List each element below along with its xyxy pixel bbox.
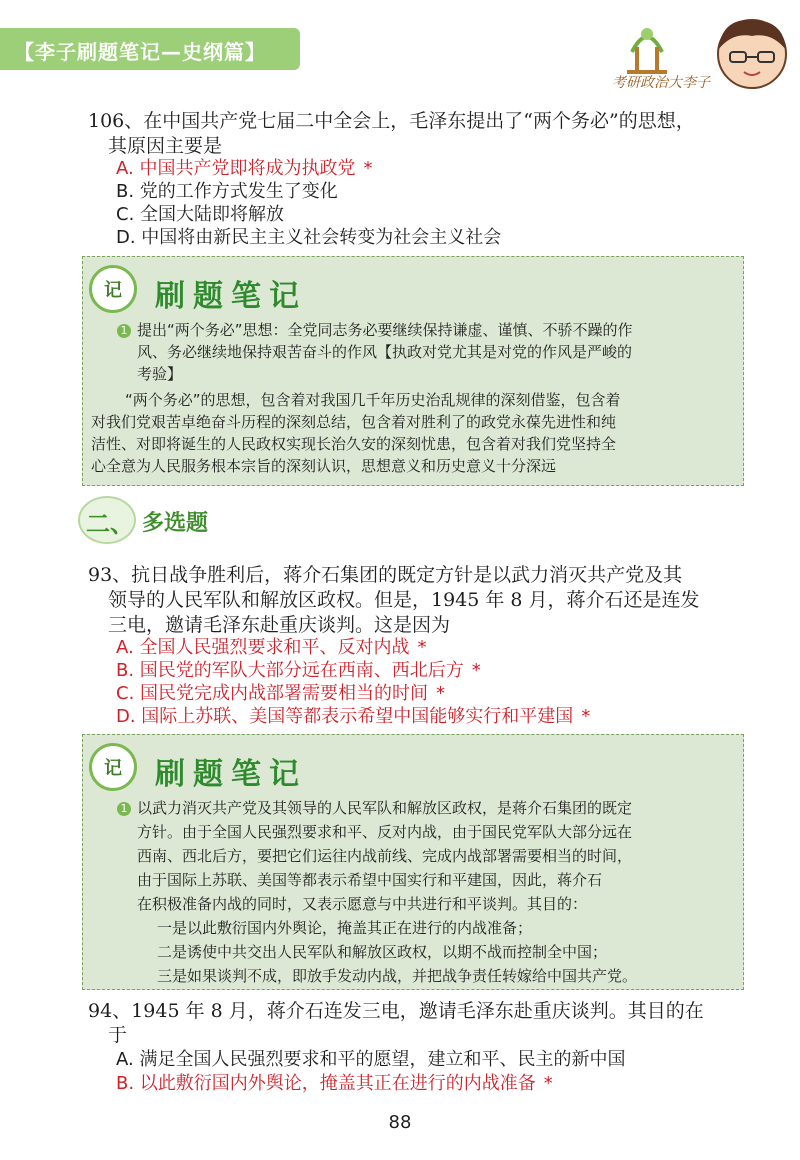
note1-line-1: 1 提出“两个务必”思想：全党同志务必要继续保持谦虚、谨慎、不骄不躁的作: [117, 319, 633, 341]
question-106-line1: 106、在中国共产党七届二中全会上，毛泽东提出了“两个务必”的思想，: [88, 110, 695, 132]
note1-line-5: 对我们党艰苦卓绝奋斗历程的深刻总结，包含着对胜利了的政党永葆先进性和纯: [91, 413, 617, 431]
q106-option-b: B. 党的工作方式发生了变化: [116, 181, 338, 202]
q106-option-a: A. 中国共产党即将成为执政党 *: [116, 158, 373, 179]
section-number: 二、: [86, 510, 134, 538]
note2-line-4: 由于国际上苏联、美国等都表示希望中国实行和平建国，因此，蒋介石: [137, 871, 603, 889]
question-93-line2: 领导的人民军队和解放区政权。但是，1945 年 8 月，蒋介石还是连发: [108, 589, 700, 611]
logo-caption: 考研政治大李子: [612, 75, 710, 91]
q106-option-c: C. 全国大陆即将解放: [116, 204, 285, 225]
question-94-line1: 94、1945 年 8 月，蒋介石连发三电，邀请毛泽东赴重庆谈判。其目的在: [88, 1000, 704, 1022]
note2-line-5: 在积极准备内战的同时，又表示愿意与中共进行和平谈判。其目的：: [137, 895, 588, 913]
note1-line-7: 心全意为人民服务根本宗旨的深刻认识，思想意义和历史意义十分深远: [91, 457, 557, 475]
question-93-line1: 93、抗日战争胜利后，蒋介石集团的既定方针是以武力消灭共产党及其: [88, 564, 683, 586]
note2-line-3: 西南、西北后方，要把它们运往内战前线、完成内战部署需要相当的时间，: [137, 847, 633, 865]
note2-line-8: 三是如果谈判不成，即放手发动内战，并把战争责任转嫁给中国共产党。: [157, 967, 638, 985]
note2-line-7: 二是诱使中共交出人民军队和解放区政权，以期不战而控制全中国；: [157, 943, 608, 961]
question-94-line2: 于: [108, 1024, 128, 1046]
section-header: [78, 496, 278, 544]
note-icon: 记: [89, 265, 137, 313]
note-title: 刷题笔记: [155, 757, 307, 792]
question-93-line3: 三电，邀请毛泽东赴重庆谈判。这是因为: [108, 614, 451, 636]
note1-line-4: “两个务必”的思想，包含着对我国几千年历史治乱规律的深刻借鉴，包含着: [125, 391, 621, 409]
note1-line-6: 洁性、对即将诞生的人民政权实现长治久安的深刻忧患，包含着对我们党坚持全: [91, 435, 617, 453]
study-note-1: [82, 256, 744, 486]
q93-option-a: A. 全国人民强烈要求和平、反对内战 *: [116, 637, 427, 658]
q93-option-b: B. 国民党的军队大部分远在西南、西北后方 *: [116, 660, 481, 681]
note1-line-2: 风、务必继续地保持艰苦奋斗的作风【执政对党尤其是对党的作风是严峻的: [137, 343, 633, 361]
q106-option-d: D. 中国将由新民主主义社会转变为社会主义社会: [116, 227, 502, 248]
note1-line-3: 考验】: [137, 365, 183, 383]
q93-option-c: C. 国民党完成内战部署需要相当的时间 *: [116, 683, 446, 704]
note2-line-6: 一是以此敷衍国内外舆论，掩盖其正在进行的内战准备；: [157, 919, 533, 937]
header-title: 【李子刷题笔记—史纲篇】: [14, 40, 266, 64]
note2-line-1: 1 以武力消灭共产党及其领导的人民军队和解放区政权，是蒋介石集团的既定: [117, 797, 632, 819]
q94-option-a: A. 满足全国人民强烈要求和平的愿望，建立和平、民主的新中国: [116, 1049, 626, 1070]
q94-option-b: B. 以此敷衍国内外舆论，掩盖其正在进行的内战准备 *: [116, 1073, 553, 1094]
note-icon: 记: [89, 743, 137, 791]
question-106-line2: 其原因主要是: [108, 135, 223, 157]
section-title: 多选题: [142, 511, 209, 536]
study-note-2: [82, 734, 744, 990]
page-number: 88: [388, 1112, 412, 1133]
note-title: 刷题笔记: [155, 279, 307, 314]
note2-line-2: 方针。由于全国人民强烈要求和平、反对内战，由于国民党军队大部分远在: [137, 823, 633, 841]
header-title-bar: [0, 28, 300, 70]
q93-option-d: D. 国际上苏联、美国等都表示希望中国能够实行和平建国 *: [116, 706, 591, 727]
